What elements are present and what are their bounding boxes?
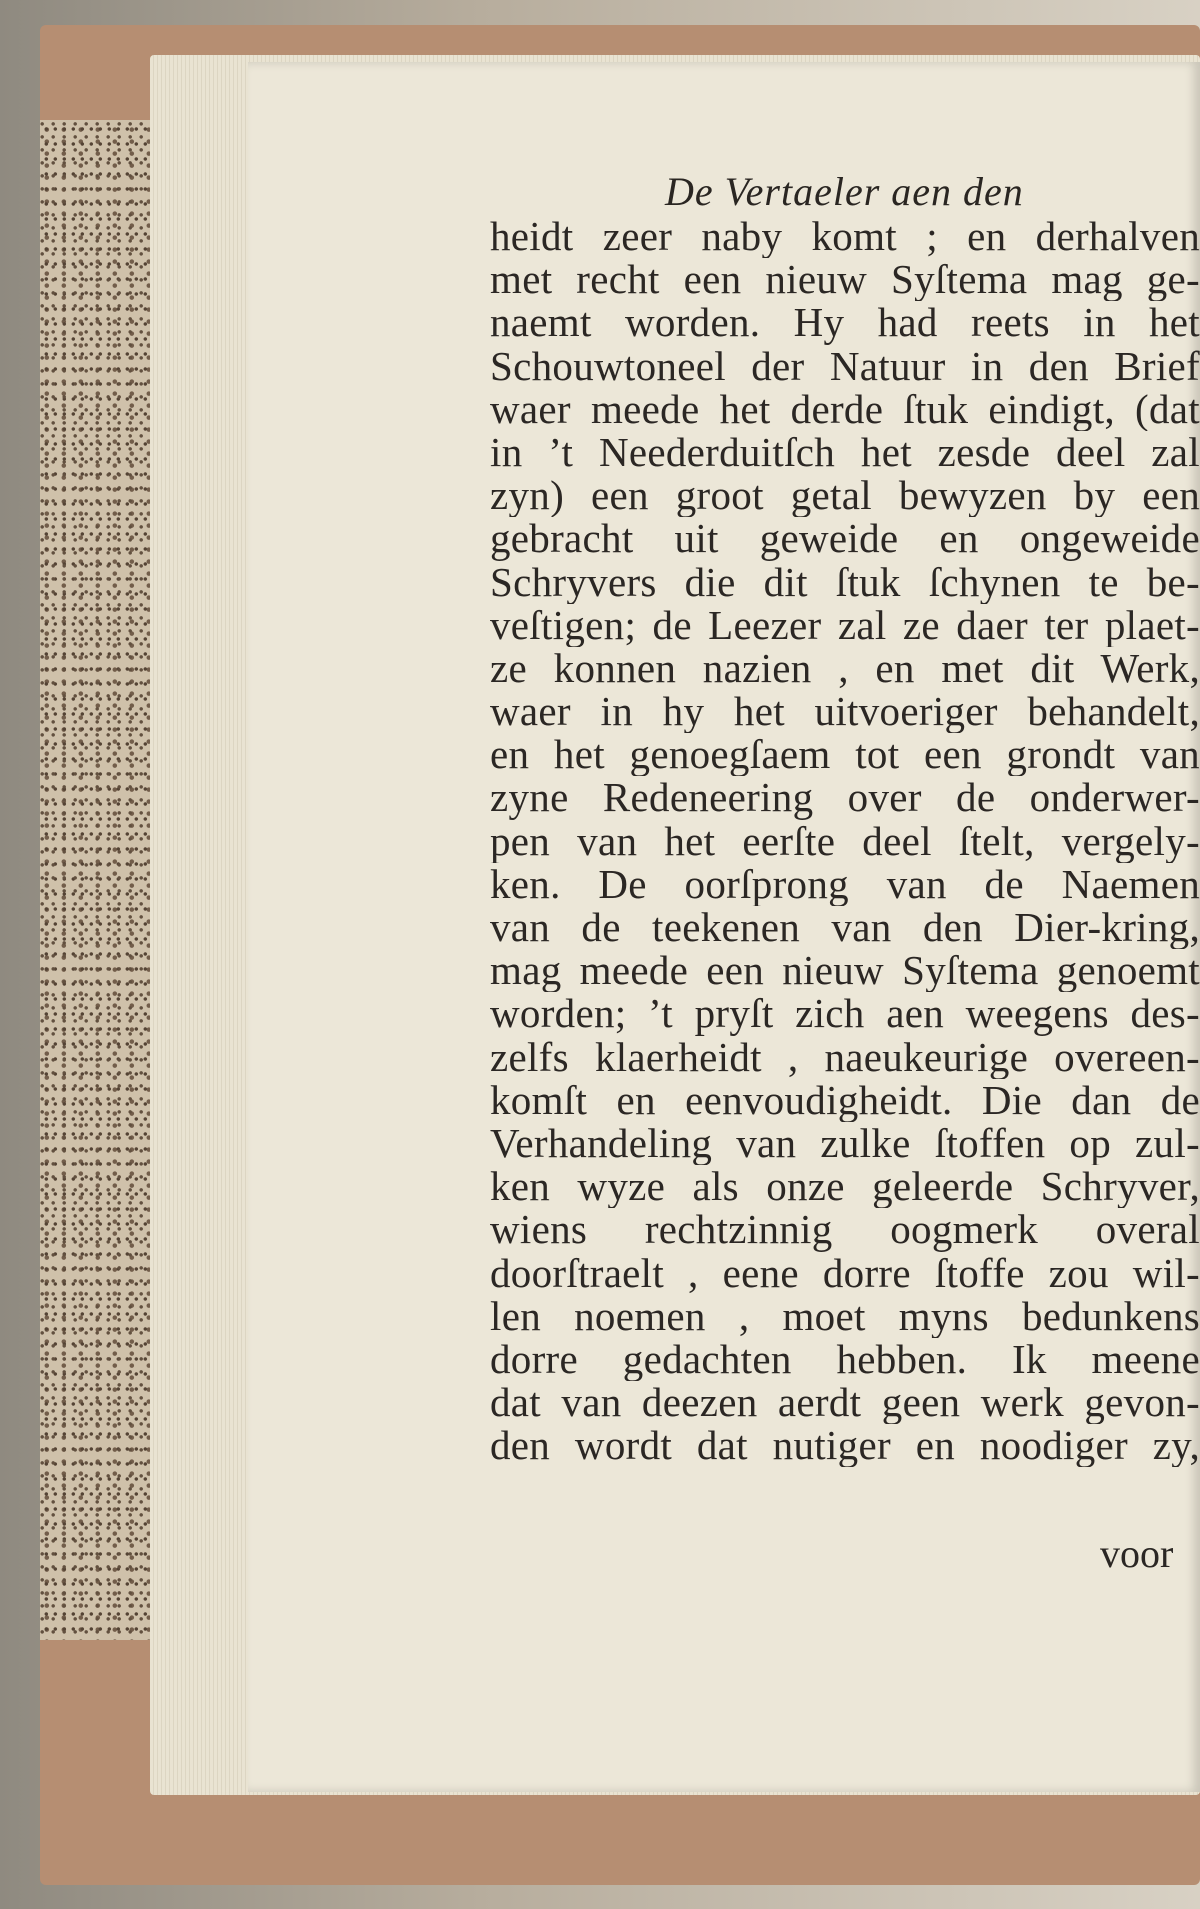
- text-line: Schouwtoneel der Natuur in den Brief: [490, 344, 1200, 388]
- text-line: len noemen , moet myns bedunkens: [490, 1294, 1200, 1338]
- text-line: pen van het eerſte deel ſtelt, vergely-: [490, 819, 1200, 863]
- text-line: den wordt dat nutiger en noodiger zy,: [490, 1424, 1200, 1468]
- catchword: voor: [1100, 1531, 1174, 1576]
- text-line: komſt en eenvoudigheidt. Die dan de: [490, 1078, 1200, 1122]
- text-line: gebracht uit geweide en ongeweide: [490, 517, 1200, 561]
- text-line: ken. De oorſprong van de Naemen: [490, 862, 1200, 906]
- text-line: dat van deezen aerdt geen werk gevon-: [490, 1381, 1200, 1425]
- text-line: ze konnen nazien , en met dit Werk,: [490, 646, 1200, 691]
- running-head: De Vertaeler aen den: [665, 169, 1024, 214]
- text-line: Schryvers die dit ſtuk ſchynen te be-: [490, 560, 1200, 604]
- text-line: veſtigen; de Leezer zal ze daer ter plaet-: [490, 603, 1200, 647]
- text-line: zyn) een groot getal bewyzen by een: [490, 474, 1200, 518]
- text-line: wiens rechtzinnig oogmerk overal: [490, 1208, 1200, 1252]
- text-line: Verhandeling van zulke ſtoffen op zul-: [490, 1121, 1200, 1166]
- text-line: heidt zeer naby komt ; en derhalven: [490, 215, 1200, 259]
- text-line: waer in hy het uitvoeriger behandelt,: [490, 690, 1200, 734]
- text-line: doorſtraelt , eene dorre ſtoffe zou wil-: [490, 1251, 1200, 1295]
- text-line: met recht een nieuw Syſtema mag ge-: [490, 258, 1200, 302]
- text-line: dorre gedachten hebben. Ik meene: [490, 1337, 1200, 1382]
- body-text: [490, 215, 1200, 1467]
- text-line: zyne Redeneering over de onderwer-: [490, 776, 1200, 820]
- text-line: zelfs klaerheidt , naeukeurige overeen-: [490, 1035, 1200, 1079]
- text-line: in ’t Neederduitſch het zesde deel zal: [490, 430, 1200, 475]
- text-line: mag meede een nieuw Syſtema genoemt: [490, 949, 1200, 993]
- text-line: naemt worden. Hy had reets in het: [490, 301, 1200, 345]
- text-line: en het genoegſaem tot een grondt van: [490, 733, 1200, 777]
- text-line: ken wyze als onze geleerde Schryver,: [490, 1165, 1200, 1209]
- text-line: van de teekenen van den Dier-kring,: [490, 906, 1200, 950]
- text-line: waer meede het derde ſtuk eindigt, (dat: [490, 387, 1200, 431]
- text-line: worden; ’t pryſt zich aen weegens des-: [490, 992, 1200, 1036]
